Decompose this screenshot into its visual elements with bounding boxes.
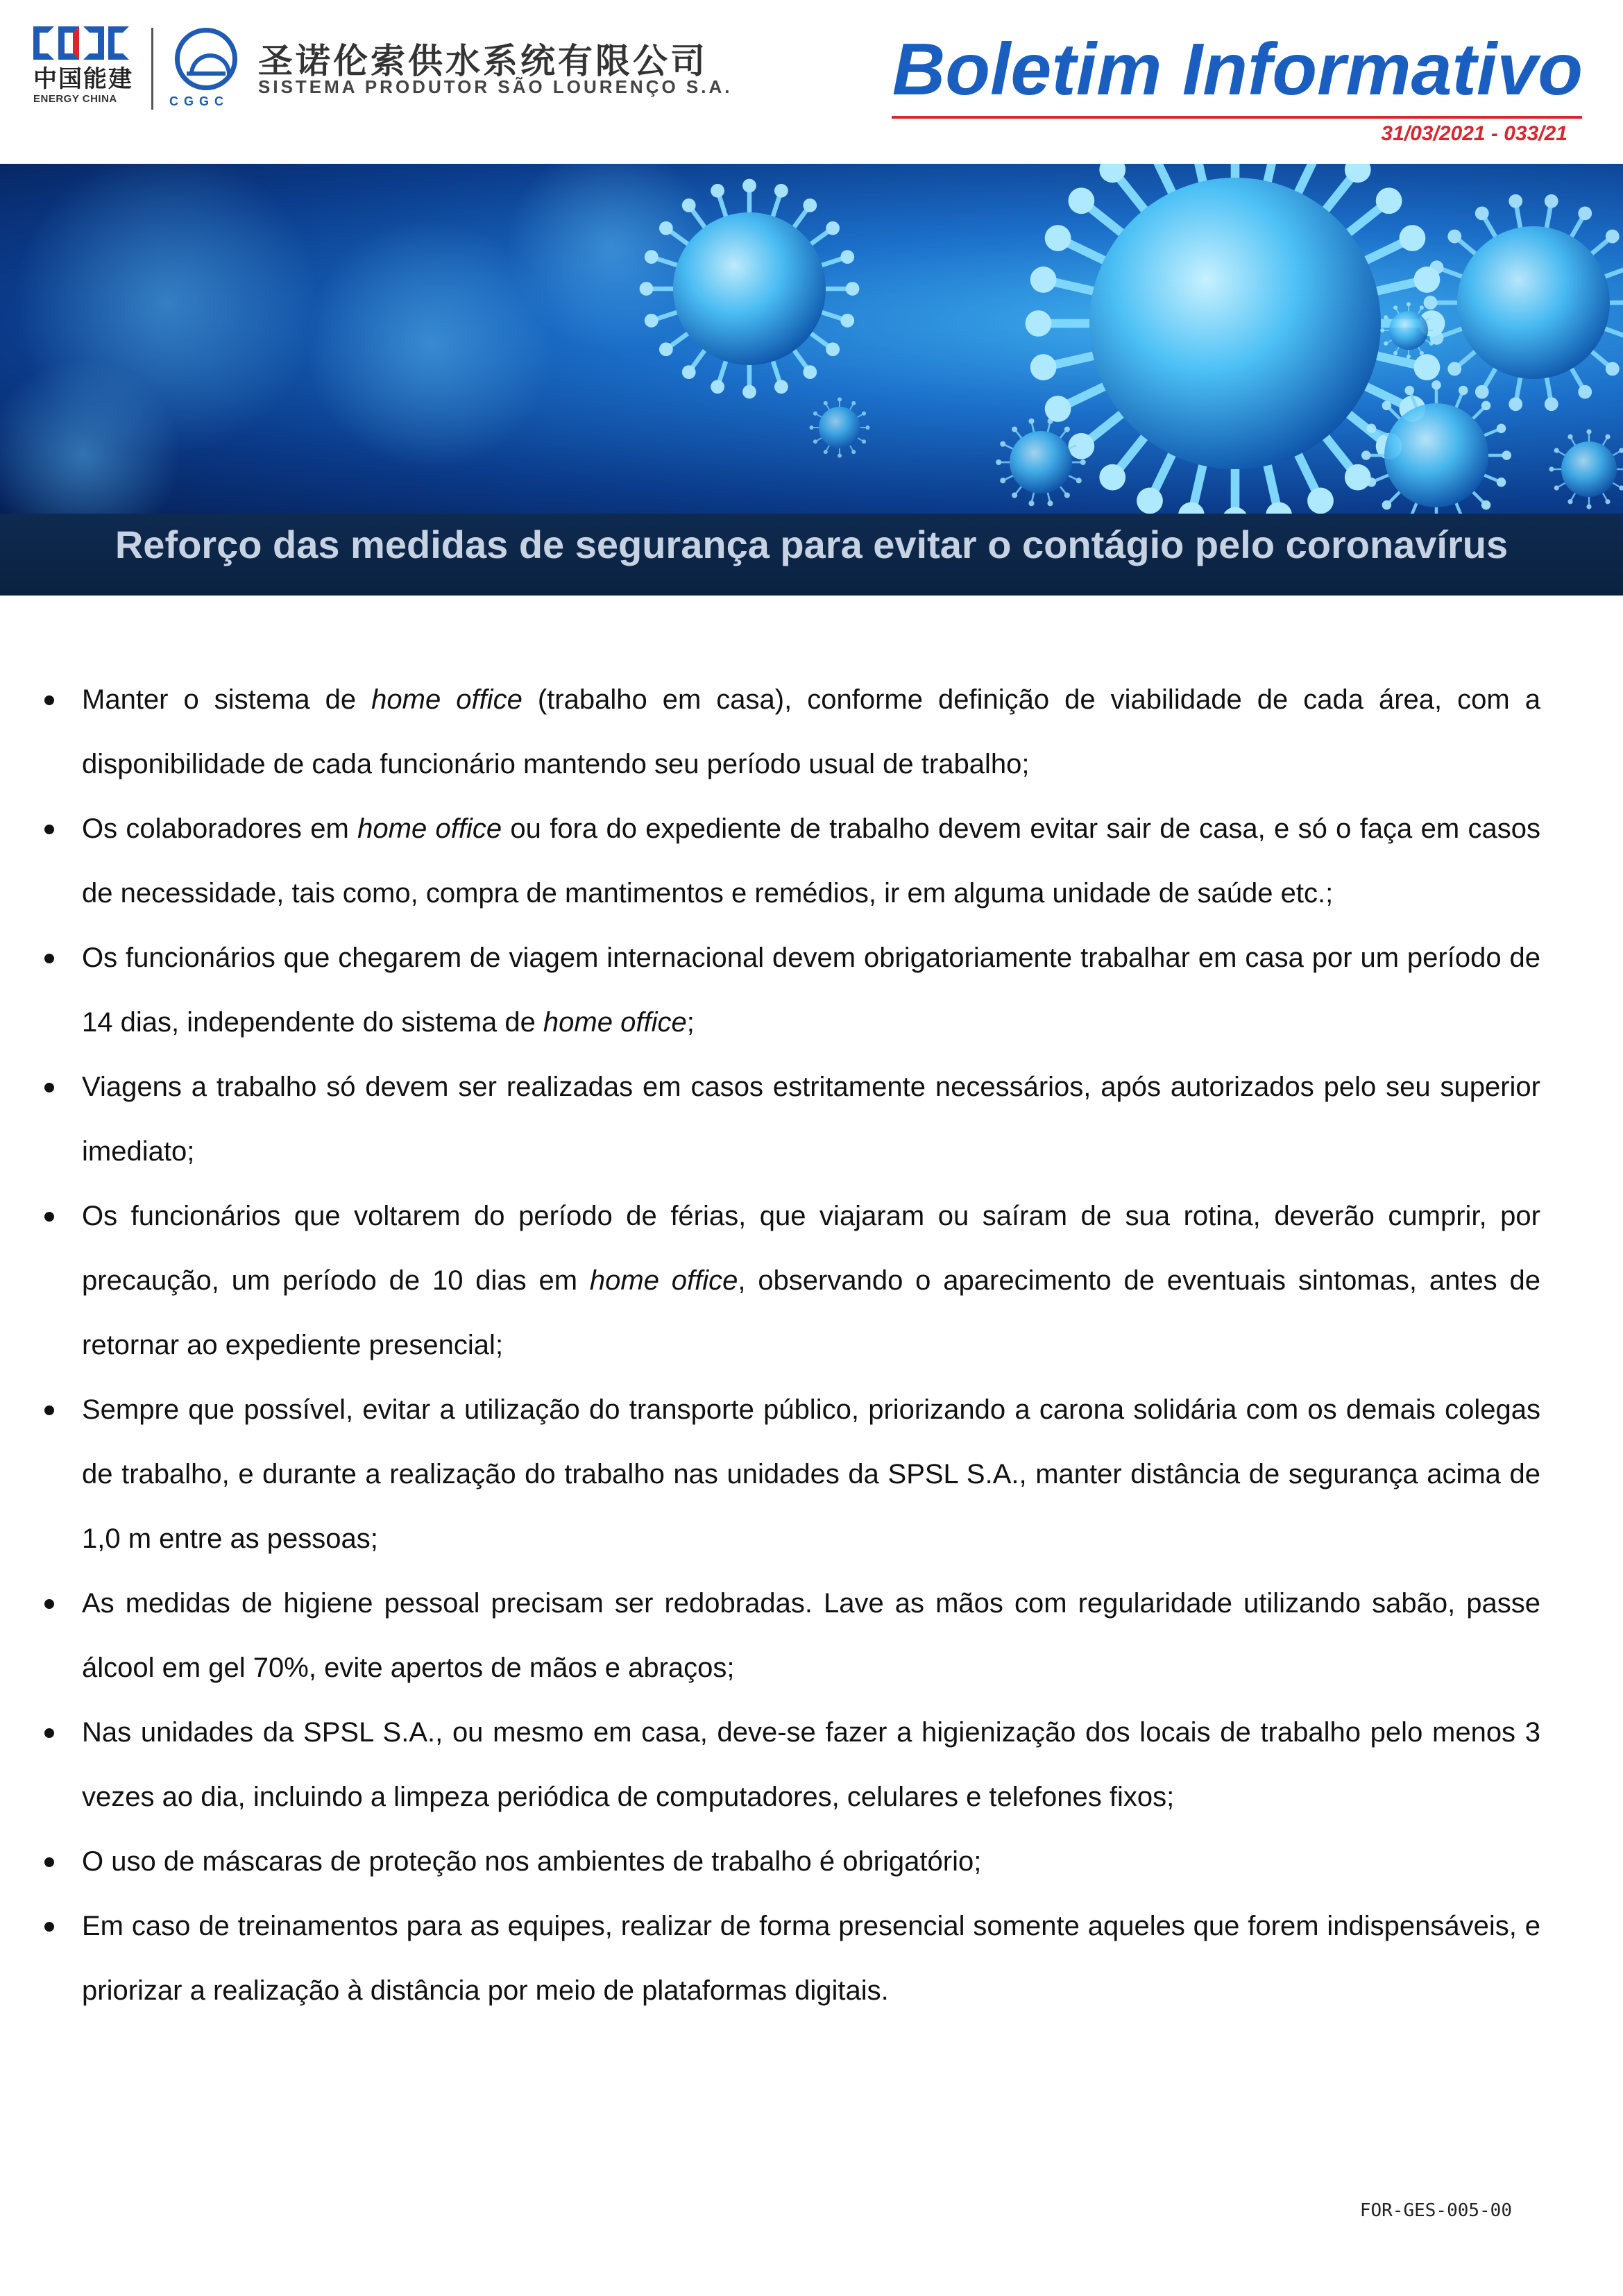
- cggc-logo: [169, 28, 246, 111]
- ceec-logo-cn: 中国能建: [33, 65, 133, 93]
- coronavirus-illustration-icon: [0, 164, 1623, 514]
- italic-term: home office: [543, 1007, 687, 1038]
- list-item-text: Os funcionários que voltarem do período de férias, que viajaram ou saíram de sua rotina, deverão cumprir, por precaução, um período de 10 dias em: [82, 1201, 1540, 1296]
- list-item: [42, 1571, 1540, 1700]
- list-item-text: Manter o sistema de: [82, 684, 372, 715]
- cggc-logo-icon: [175, 28, 237, 90]
- list-item-text: (trabalho em casa), conforme definição de viabilidade de cada área, com a disponibilidade de cada funcionário mantendo seu período usual de trabalho;: [82, 684, 1540, 779]
- form-code: FOR-GES-005-00: [1359, 2200, 1512, 2221]
- coronavirus-banner: [0, 164, 1623, 514]
- energy-china-logo: [33, 26, 134, 110]
- bullet-icon: [44, 1857, 54, 1867]
- measures-list-container: [42, 668, 1540, 2023]
- bulletin-title: Boletim Informativo: [892, 28, 1583, 110]
- header-rule: [892, 116, 1582, 119]
- list-item-text: Sempre que possível, evitar a utilização do transporte público, priorizando a carona solidária com os demais colegas de trabalho, e durante a realização do trabalho nas unidades da SPSL S.A., manter distância de segurança acima de 1,0 m entre as pessoas;: [82, 1394, 1540, 1554]
- list-item: [42, 1700, 1540, 1830]
- bullet-icon: [44, 1212, 54, 1222]
- logo-divider: [151, 28, 153, 110]
- bullet-icon: [44, 695, 54, 705]
- italic-term: home office: [589, 1265, 738, 1296]
- list-item: [42, 1184, 1540, 1378]
- list-item: [42, 668, 1540, 797]
- ceec-logo-en: ENERGY CHINA: [33, 93, 117, 105]
- list-item-text: ;: [686, 1007, 695, 1038]
- bullet-icon: [44, 1922, 54, 1932]
- list-item-text: Nas unidades da SPSL S.A., ou mesmo em casa, deve-se fazer a higienização dos locais de trabalho pelo menos 3 vezes ao dia, incluindo a limpeza periódica de computadores, celulares e telefones fixos;: [82, 1717, 1540, 1812]
- company-name-cn: 圣诺伦索供水系统有限公司: [258, 41, 708, 81]
- list-item: [42, 1378, 1540, 1571]
- page-header: [0, 0, 1623, 164]
- measures-list: [42, 668, 1540, 2023]
- list-item: [42, 797, 1540, 926]
- list-item-text: As medidas de higiene pessoal precisam ser redobradas. Lave as mãos com regularidade utilizando sabão, passe álcool em gel 70%, evite apertos de mãos e abraços;: [82, 1588, 1540, 1683]
- bullet-icon: [44, 825, 54, 834]
- cggc-logo-text: CGGC: [169, 94, 229, 108]
- list-item-text: Os funcionários que chegarem de viagem internacional devem obrigatoriamente trabalhar em casa por um período de 14 dias, independente do sistema de: [82, 943, 1540, 1038]
- italic-term: home office: [357, 813, 502, 844]
- list-item: [42, 1830, 1540, 1894]
- list-item-text: Os colaboradores em: [82, 813, 358, 844]
- italic-term: home office: [371, 684, 522, 715]
- headline: Reforço das medidas de segurança para evitar o contágio pelo coronavírus: [114, 523, 1509, 566]
- list-item-text: O uso de máscaras de proteção nos ambientes de trabalho é obrigatório;: [82, 1846, 982, 1877]
- company-name-pt: SISTEMA PRODUTOR SÃO LOURENÇO S.A.: [258, 76, 733, 97]
- bullet-icon: [44, 1083, 54, 1092]
- list-item: [42, 1055, 1540, 1184]
- bullet-icon: [44, 1728, 54, 1738]
- list-item-text: ou fora do expediente de trabalho devem evitar sair de casa, e só o faça em casos de necessidade, tais como, compra de mantimentos e remédios, ir em alguma unidade de saúde etc.;: [82, 813, 1540, 909]
- list-item-text: Em caso de treinamentos para as equipes, realizar de forma presencial somente aqueles que forem indispensáveis, e priorizar a realização à distância por meio de plataformas digitais.: [82, 1911, 1540, 2006]
- list-item: [42, 1894, 1540, 2023]
- bullet-icon: [44, 1599, 54, 1609]
- list-item-text: , observando o aparecimento de eventuais sintomas, antes de retornar ao expediente presencial;: [82, 1265, 1540, 1360]
- list-item: [42, 926, 1540, 1055]
- list-item-text: Viagens a trabalho só devem ser realizadas em casos estritamente necessários, após autorizados pelo seu superior imediato;: [82, 1072, 1540, 1167]
- bullet-icon: [44, 1406, 54, 1415]
- bullet-icon: [44, 954, 54, 963]
- ceec-logo-icon: [33, 26, 134, 60]
- bulletin-date-code: 31/03/2021 - 033/21: [1381, 122, 1567, 145]
